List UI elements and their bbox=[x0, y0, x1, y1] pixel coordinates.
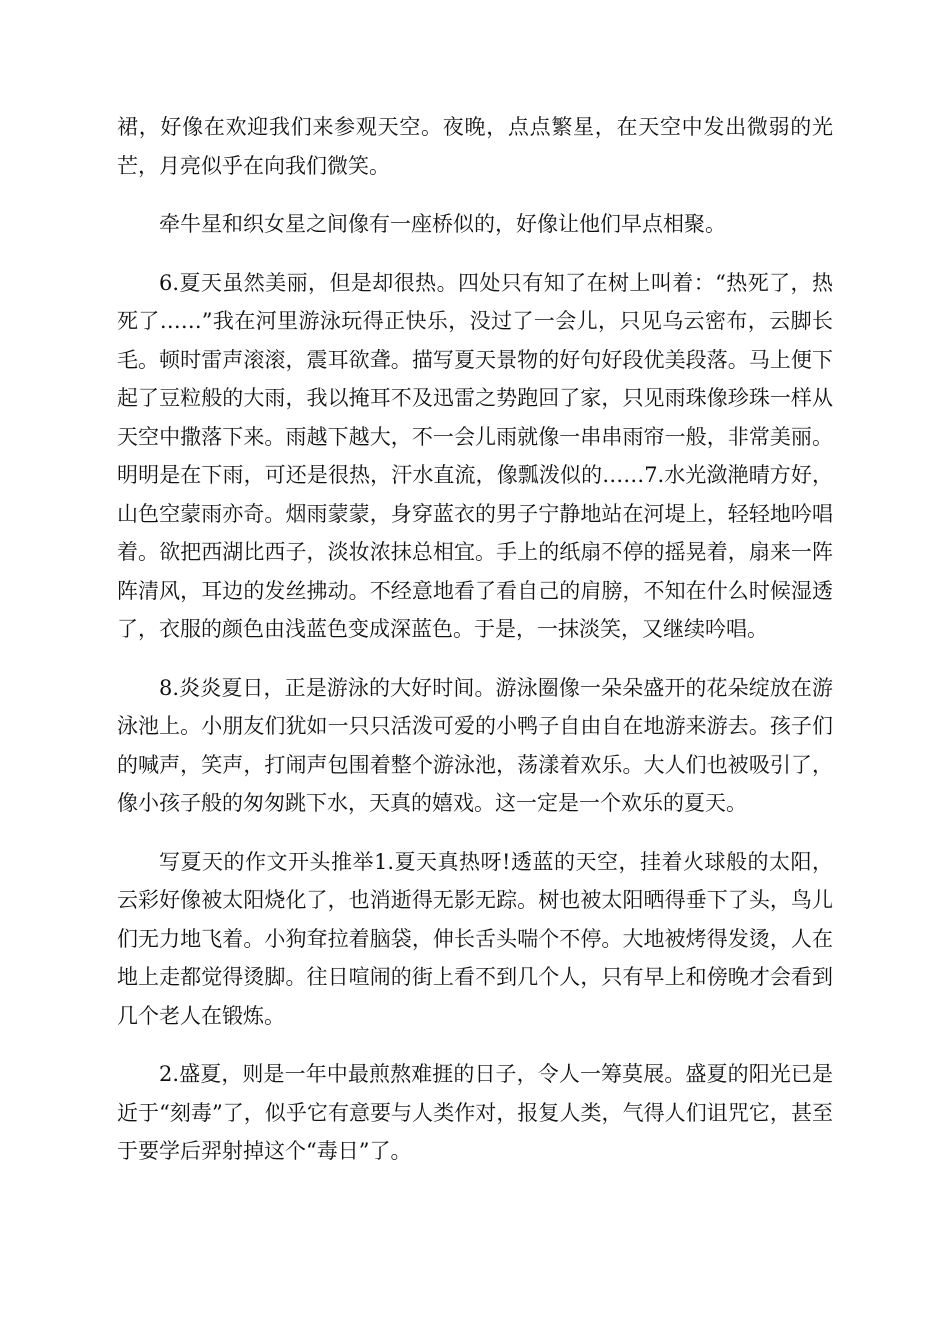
paragraph: 裙，好像在欢迎我们来参观天空。夜晚，点点繁星，在天空中发出微弱的光芒，月亮似乎在向我们微笑。 bbox=[117, 115, 833, 178]
paragraph: 写夏天的作文开头推举1.夏天真热呀!透蓝的天空，挂着火球般的太阳，云彩好像被太阳烧化了，也消逝得无影无踪。树也被太阳晒得垂下了头，鸟儿们无力地飞着。小狗耷拉着脑袋，伸长舌头喘个不停。大地被烤得发烫，人在地上走都觉得烫脚。往日喧闹的街上看不到几个人，只有早上和傍晚才会看到几个老人在锻炼。 bbox=[117, 849, 833, 1028]
paragraph: 6.夏天虽然美丽，但是却很热。四处只有知了在树上叫着：“热死了，热死了……”我在河里游泳玩得正快乐，没过了一会儿，只见乌云密布，云脚长毛。顿时雷声滚滚，震耳欲聋。描写夏天景物的好句好段优美段落。马上便下起了豆粒般的大雨，我以掩耳不及迅雷之势跑回了家，只见雨珠像珍珠一样从天空中撒落下来。雨越下越大，不一会儿雨就像一串串雨帘一般，非常美丽。明明是在下雨，可还是很热，汗水直流，像瓢泼似的……7.水光潋滟晴方好，山色空蒙雨亦奇。烟雨蒙蒙，身穿蓝衣的男子宁静地站在河堤上，轻轻地吟唱着。欲把西湖比西子，淡妆浓抹总相宜。手上的纸扇不停的摇晃着，扇来一阵阵清风，耳边的发丝拂动。不经意地看了看自己的肩膀，不知在什么时候湿透了，衣服的颜色由浅蓝色变成深蓝色。于是，一抹淡笑，又继续吟唱。 bbox=[117, 270, 833, 641]
paragraph: 牵牛星和织女星之间像有一座桥似的，好像让他们早点相聚。 bbox=[159, 212, 726, 236]
paragraph: 2.盛夏，则是一年中最煎熬难捱的日子，令人一筹莫展。盛夏的阳光已是近于“刻毒”了，似乎它有意要与人类作对，报复人类，气得人们诅咒它，甚至于要学后羿射掉这个“毒日”了。 bbox=[117, 1062, 833, 1163]
paragraph: 8.炎炎夏日，正是游泳的大好时间。游泳圈像一朵朵盛开的花朵绽放在游泳池上。小朋友们犹如一只只活泼可爱的小鸭子自由自在地游来游去。孩子们的喊声，笑声，打闹声包围着整个游泳池，荡漾着欢乐。大人们也被吸引了，像小孩子般的匆匆跳下水，天真的嬉戏。这一定是一个欢乐的夏天。 bbox=[117, 675, 833, 815]
